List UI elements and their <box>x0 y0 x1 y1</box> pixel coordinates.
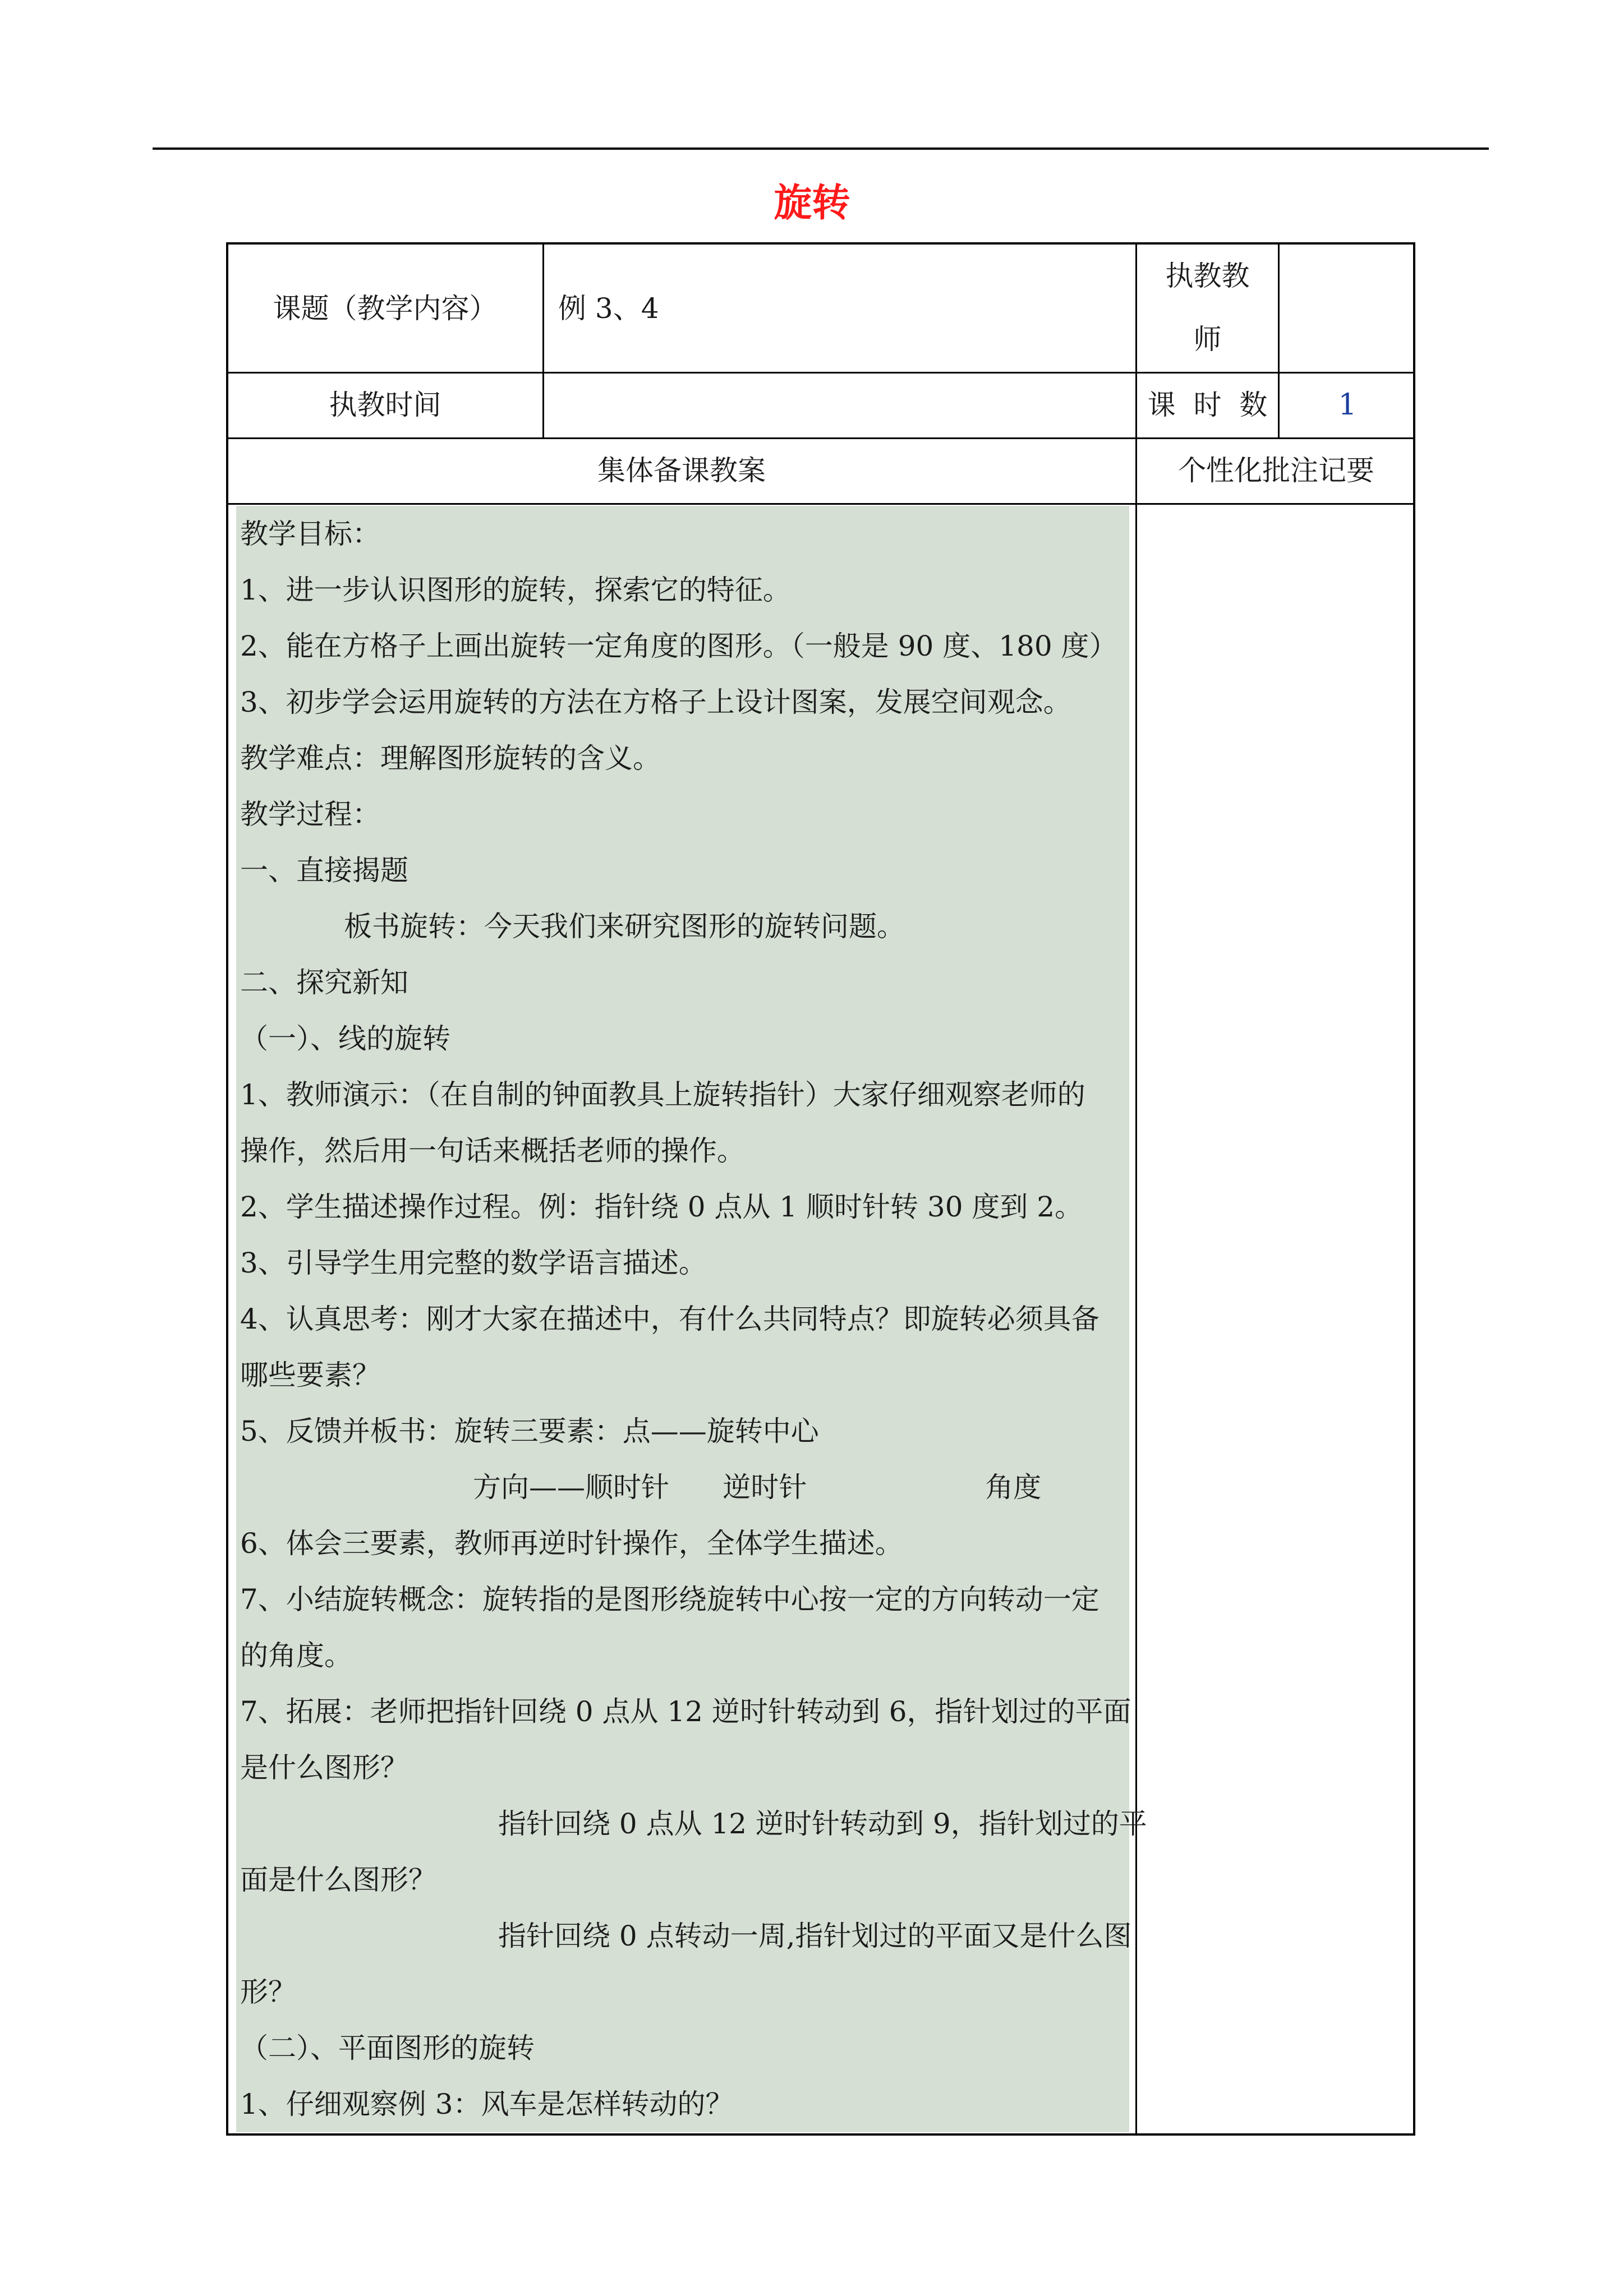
lesson-line: 方向——顺时针 逆时针 角度 <box>473 1471 1042 1504</box>
lesson-line: 板书旋转：今天我们来研究图形的旋转问题。 <box>344 910 905 943</box>
lesson-line: 1、进一步认识图形的旋转，探索它的特征。 <box>240 574 791 606</box>
lesson-line: 指针回绕 0 点从 12 逆时针转动到 9，指针划过的平 <box>498 1808 1147 1840</box>
lesson-line: 二、探究新知 <box>240 966 408 999</box>
lesson-line: 面是什么图形？ <box>240 1864 436 1896</box>
lesson-line: 是什么图形？ <box>240 1751 408 1784</box>
row-divider-2 <box>226 437 1415 439</box>
hours-value: 1 <box>1338 388 1357 422</box>
notes-label: 个性化批注记要 <box>1178 454 1374 487</box>
lesson-line: 一、直接揭题 <box>240 854 408 887</box>
lesson-line: 哪些要素？ <box>240 1359 380 1391</box>
lesson-line: 2、学生描述操作过程。例：指针绕 0 点从 1 顺时针转 30 度到 2。 <box>240 1191 1083 1223</box>
lesson-line: 教学过程： <box>240 798 380 831</box>
lesson-line: （二）、平面图形的旋转 <box>240 2032 535 2064</box>
time-label: 执教时间 <box>329 389 441 421</box>
lesson-line: 4、认真思考：刚才大家在描述中，有什么共同特点？即旋转必须具备 <box>240 1303 1099 1335</box>
top-rule <box>153 147 1489 150</box>
plan-label: 集体备课教案 <box>597 454 766 487</box>
hours-label: 课 时 数 <box>1147 389 1268 421</box>
lesson-line: （一）、线的旋转 <box>240 1022 450 1055</box>
lesson-line: 3、初步学会运用旋转的方法在方格子上设计图案，发展空间观念。 <box>240 686 1071 718</box>
teacher-label-line1: 执教教 <box>1165 260 1250 292</box>
row-divider-1 <box>226 372 1415 374</box>
lesson-line: 教学目标： <box>240 518 380 550</box>
lesson-line: 教学难点：理解图形旋转的含义。 <box>240 742 661 774</box>
lesson-line: 1、教师演示：（在自制的钟面教具上旋转指针）大家仔细观察老师的 <box>240 1078 1085 1111</box>
lesson-line: 形？ <box>240 1976 296 2008</box>
lesson-line: 7、拓展：老师把指针回绕 0 点从 12 逆时针转动到 6，指针划过的平面 <box>240 1695 1131 1728</box>
lesson-line: 指针回绕 0 点转动一周,指针划过的平面又是什么图 <box>498 1920 1132 1952</box>
document-title: 旋转 <box>774 181 850 225</box>
row-divider-3 <box>226 503 1415 505</box>
lesson-line: 1、仔细观察例 3：风车是怎样转动的？ <box>240 2088 734 2120</box>
topic-value: 例 3、4 <box>558 292 659 325</box>
lesson-line: 3、引导学生用完整的数学语言描述。 <box>240 1247 707 1279</box>
topic-label: 课题（教学内容） <box>273 292 498 325</box>
teacher-label-line2: 师 <box>1193 323 1222 356</box>
col-divider-1 <box>542 242 544 437</box>
lesson-line: 操作，然后用一句话来概括老师的操作。 <box>240 1135 745 1167</box>
lesson-line: 7、小结旋转概念：旋转指的是图形绕旋转中心按一定的方向转动一定 <box>240 1583 1099 1616</box>
lesson-line: 2、能在方格子上画出旋转一定角度的图形。（一般是 90 度、180 度） <box>240 630 1117 662</box>
lesson-line: 6、体会三要素，教师再逆时针操作，全体学生描述。 <box>240 1527 903 1560</box>
lesson-line: 5、反馈并板书：旋转三要素：点——旋转中心 <box>240 1415 819 1447</box>
lesson-body <box>240 506 1147 2132</box>
lesson-line: 的角度。 <box>240 1639 352 1672</box>
